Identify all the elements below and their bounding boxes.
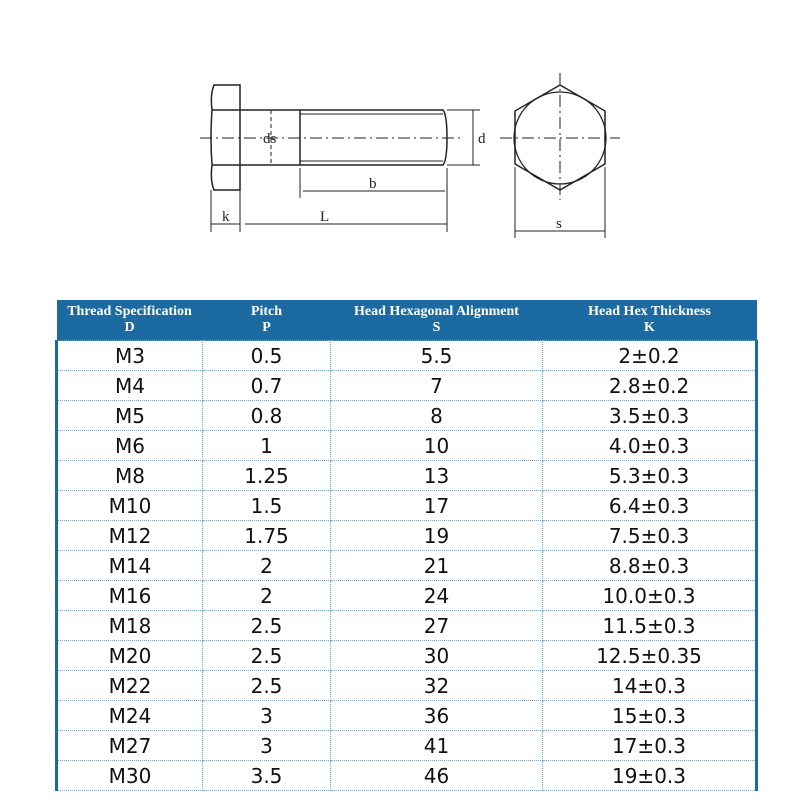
table-cell: 0.8: [203, 401, 331, 431]
table-cell: 21: [331, 551, 543, 581]
table-row: [57, 371, 757, 401]
table-cell: M30: [57, 761, 203, 791]
label-L: L: [320, 209, 330, 225]
table-cell: M20: [57, 641, 203, 671]
table-cell: 3.5±0.3: [543, 401, 757, 431]
table-cell: M18: [57, 611, 203, 641]
table-cell: 10.0±0.3: [543, 581, 757, 611]
table-cell: 41: [331, 731, 543, 761]
table-row: [57, 731, 757, 761]
table-row: [57, 461, 757, 491]
header-symbol: S: [432, 320, 441, 335]
table-cell: 0.5: [203, 341, 331, 371]
table-row: [57, 761, 757, 791]
table-row: [57, 581, 757, 611]
table-cell: 7: [331, 371, 543, 401]
table-row: [57, 611, 757, 641]
table-cell: M12: [57, 521, 203, 551]
table-cell: 11.5±0.3: [543, 611, 757, 641]
table-cell: 2: [203, 551, 331, 581]
column-header: [57, 300, 203, 341]
header-symbol: D: [124, 320, 135, 335]
table-cell: 10: [331, 431, 543, 461]
table-cell: 1.25: [203, 461, 331, 491]
table-cell: 12.5±0.35: [543, 641, 757, 671]
table-cell: M4: [57, 371, 203, 401]
table-cell: 27: [331, 611, 543, 641]
table-cell: M6: [57, 431, 203, 461]
table-cell: M5: [57, 401, 203, 431]
bolt-spec-table: [55, 300, 758, 791]
table-cell: M22: [57, 671, 203, 701]
table-cell: 1: [203, 431, 331, 461]
label-s: s: [556, 216, 562, 232]
header-title: Head Hex Thickness: [588, 304, 711, 319]
table-cell: 2: [203, 581, 331, 611]
table-row: [57, 341, 757, 371]
table-row: [57, 641, 757, 671]
table-cell: M3: [57, 341, 203, 371]
table-cell: M24: [57, 701, 203, 731]
table-cell: M10: [57, 491, 203, 521]
table-cell: 4.0±0.3: [543, 431, 757, 461]
table-cell: M27: [57, 731, 203, 761]
header-symbol: P: [262, 320, 271, 335]
label-b: b: [369, 176, 377, 192]
table-row: [57, 701, 757, 731]
table-cell: 24: [331, 581, 543, 611]
table-cell: 17±0.3: [543, 731, 757, 761]
table-cell: 36: [331, 701, 543, 731]
table-cell: 2±0.2: [543, 341, 757, 371]
table-cell: 7.5±0.3: [543, 521, 757, 551]
header-title: Thread Specification: [67, 304, 192, 319]
table-cell: 1.75: [203, 521, 331, 551]
table-row: [57, 671, 757, 701]
label-k: k: [222, 209, 230, 225]
table-cell: 6.4±0.3: [543, 491, 757, 521]
table-cell: 17: [331, 491, 543, 521]
table-cell: 8: [331, 401, 543, 431]
table-cell: 19±0.3: [543, 761, 757, 791]
table-row: [57, 551, 757, 581]
header-title: Head Hexagonal Alignment: [354, 304, 519, 319]
column-header: [543, 300, 757, 341]
table-cell: 2.5: [203, 671, 331, 701]
table-cell: 19: [331, 521, 543, 551]
table-cell: 32: [331, 671, 543, 701]
table-cell: 14±0.3: [543, 671, 757, 701]
table-cell: 8.8±0.3: [543, 551, 757, 581]
table-row: [57, 401, 757, 431]
table-cell: 46: [331, 761, 543, 791]
table-cell: 0.7: [203, 371, 331, 401]
table-cell: 5.5: [331, 341, 543, 371]
header-title: Pitch: [250, 304, 283, 319]
table-cell: M14: [57, 551, 203, 581]
label-d: d: [478, 131, 486, 147]
table-row: [57, 491, 757, 521]
table-cell: 15±0.3: [543, 701, 757, 731]
table-row: [57, 431, 757, 461]
table-cell: 3.5: [203, 761, 331, 791]
column-header: [203, 300, 331, 341]
table-cell: M16: [57, 581, 203, 611]
table-cell: M8: [57, 461, 203, 491]
table-cell: 2.5: [203, 641, 331, 671]
column-header: [331, 300, 543, 341]
header-symbol: K: [644, 320, 655, 335]
table-cell: 13: [331, 461, 543, 491]
table-cell: 3: [203, 731, 331, 761]
table-cell: 30: [331, 641, 543, 671]
bolt-diagram: [0, 0, 800, 260]
label-ds: ds: [263, 131, 277, 147]
table-cell: 5.3±0.3: [543, 461, 757, 491]
table-cell: 2.8±0.2: [543, 371, 757, 401]
table-row: [57, 521, 757, 551]
table-cell: 2.5: [203, 611, 331, 641]
table-cell: 1.5: [203, 491, 331, 521]
table-cell: 3: [203, 701, 331, 731]
